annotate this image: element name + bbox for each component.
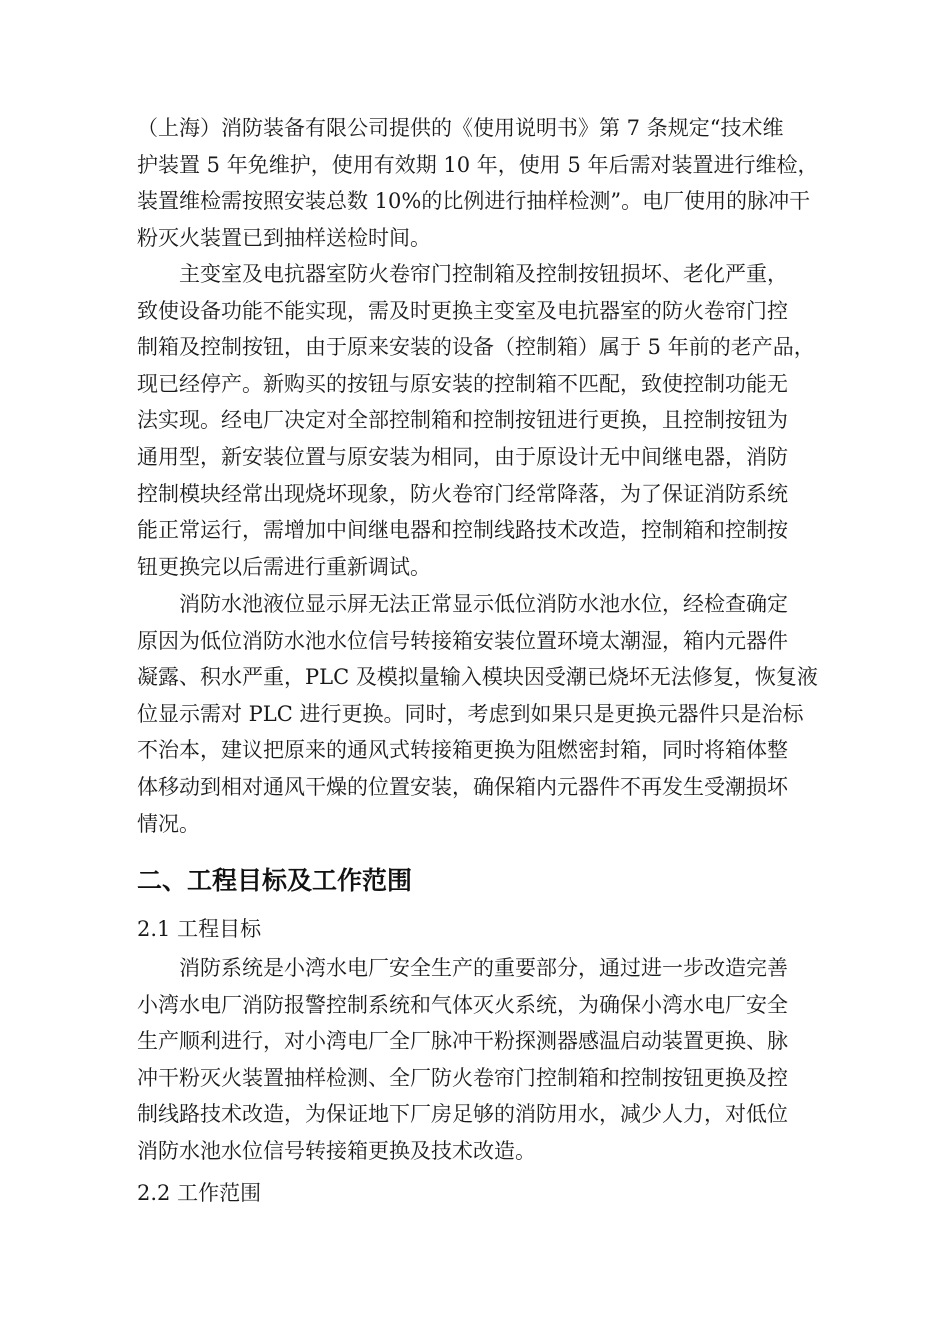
text-line: 法实现。经电厂决定对全部控制箱和控制按钮进行更换，且控制按钮为 [137, 408, 788, 433]
text-line: 消防系统是小湾水电厂安全生产的重要部分，通过进一步改造完善 [179, 956, 788, 980]
text-line: 粉灭火装置已到抽样送检时间。 [137, 225, 431, 250]
text-line: 装置维检需按照安装总数 10%的比例进行抽样检测”。电厂使用的脉冲干 [137, 189, 811, 214]
text-line: 主变室及电抗器室防火卷帘门控制箱及控制按钮损坏、老化严重， [179, 262, 788, 286]
text-line: 致使设备功能不能实现，需及时更换主变室及电抗器室的防火卷帘门控 [137, 298, 788, 323]
text-line: 冲干粉灭火装置抽样检测、全厂防火卷帘门控制箱和控制按钮更换及控 [137, 1065, 788, 1090]
paragraph-water-tank [137, 586, 877, 842]
section-heading: 二、工程目标及工作范围 [137, 866, 413, 895]
text-line: 护装置 5 年免维护，使用有效期 10 年，使用 5 年后需对装置进行维检， [137, 152, 819, 177]
text-line: 位显示需对 PLC 进行更换。同时，考虑到如果只是更换元器件只是治标 [137, 701, 804, 726]
subsection-heading-goal: 2.1 工程目标 [137, 917, 262, 941]
text-line: 钮更换完以后需进行重新调试。 [137, 554, 431, 579]
text-line: 消防水池水位信号转接箱更换及技术改造。 [137, 1138, 536, 1163]
text-line: 情况。 [137, 811, 200, 836]
text-line: 原因为低位消防水池水位信号转接箱安装位置环境太潮湿，箱内元器件 [137, 628, 788, 653]
paragraph-device-maintenance [137, 110, 877, 256]
text-line: 体移动到相对通风干燥的位置安装，确保箱内元器件不再发生受潮损坏 [137, 774, 788, 799]
text-line: 控制模块经常出现烧坏现象，防火卷帘门经常降落，为了保证消防系统 [137, 481, 788, 506]
text-line: 现已经停产。新购买的按钮与原安装的控制箱不匹配，致使控制功能无 [137, 371, 788, 396]
subsection-heading-scope: 2.2 工作范围 [137, 1181, 262, 1205]
text-line: （上海）消防装备有限公司提供的《使用说明书》第 7 条规定“技术维 [137, 116, 784, 140]
text-line: 生产顺利进行，对小湾电厂全厂脉冲干粉探测器感温启动装置更换、脉 [137, 1029, 788, 1054]
text-line: 能正常运行，需增加中间继电器和控制线路技术改造，控制箱和控制按 [137, 518, 788, 543]
text-line: 制线路技术改造，为保证地下厂房足够的消防用水，减少人力，对低位 [137, 1102, 788, 1127]
paragraph-fire-shutter [137, 256, 877, 585]
text-line: 小湾水电厂消防报警控制系统和气体灭火系统，为确保小湾水电厂安全 [137, 992, 788, 1017]
text-line: 制箱及控制按钮，由于原来安装的设备（控制箱）属于 5 年前的老产品， [137, 335, 815, 360]
paragraph-project-goal [137, 950, 877, 1170]
text-line: 凝露、积水严重，PLC 及模拟量输入模块因受潮已烧坏无法修复，恢复液 [137, 665, 818, 690]
text-line: 不治本，建议把原来的通风式转接箱更换为阻燃密封箱，同时将箱体整 [137, 738, 788, 763]
text-line: 消防水池液位显示屏无法正常显示低位消防水池水位，经检查确定 [179, 592, 788, 616]
text-line: 通用型，新安装位置与原安装为相同，由于原设计无中间继电器，消防 [137, 444, 788, 469]
